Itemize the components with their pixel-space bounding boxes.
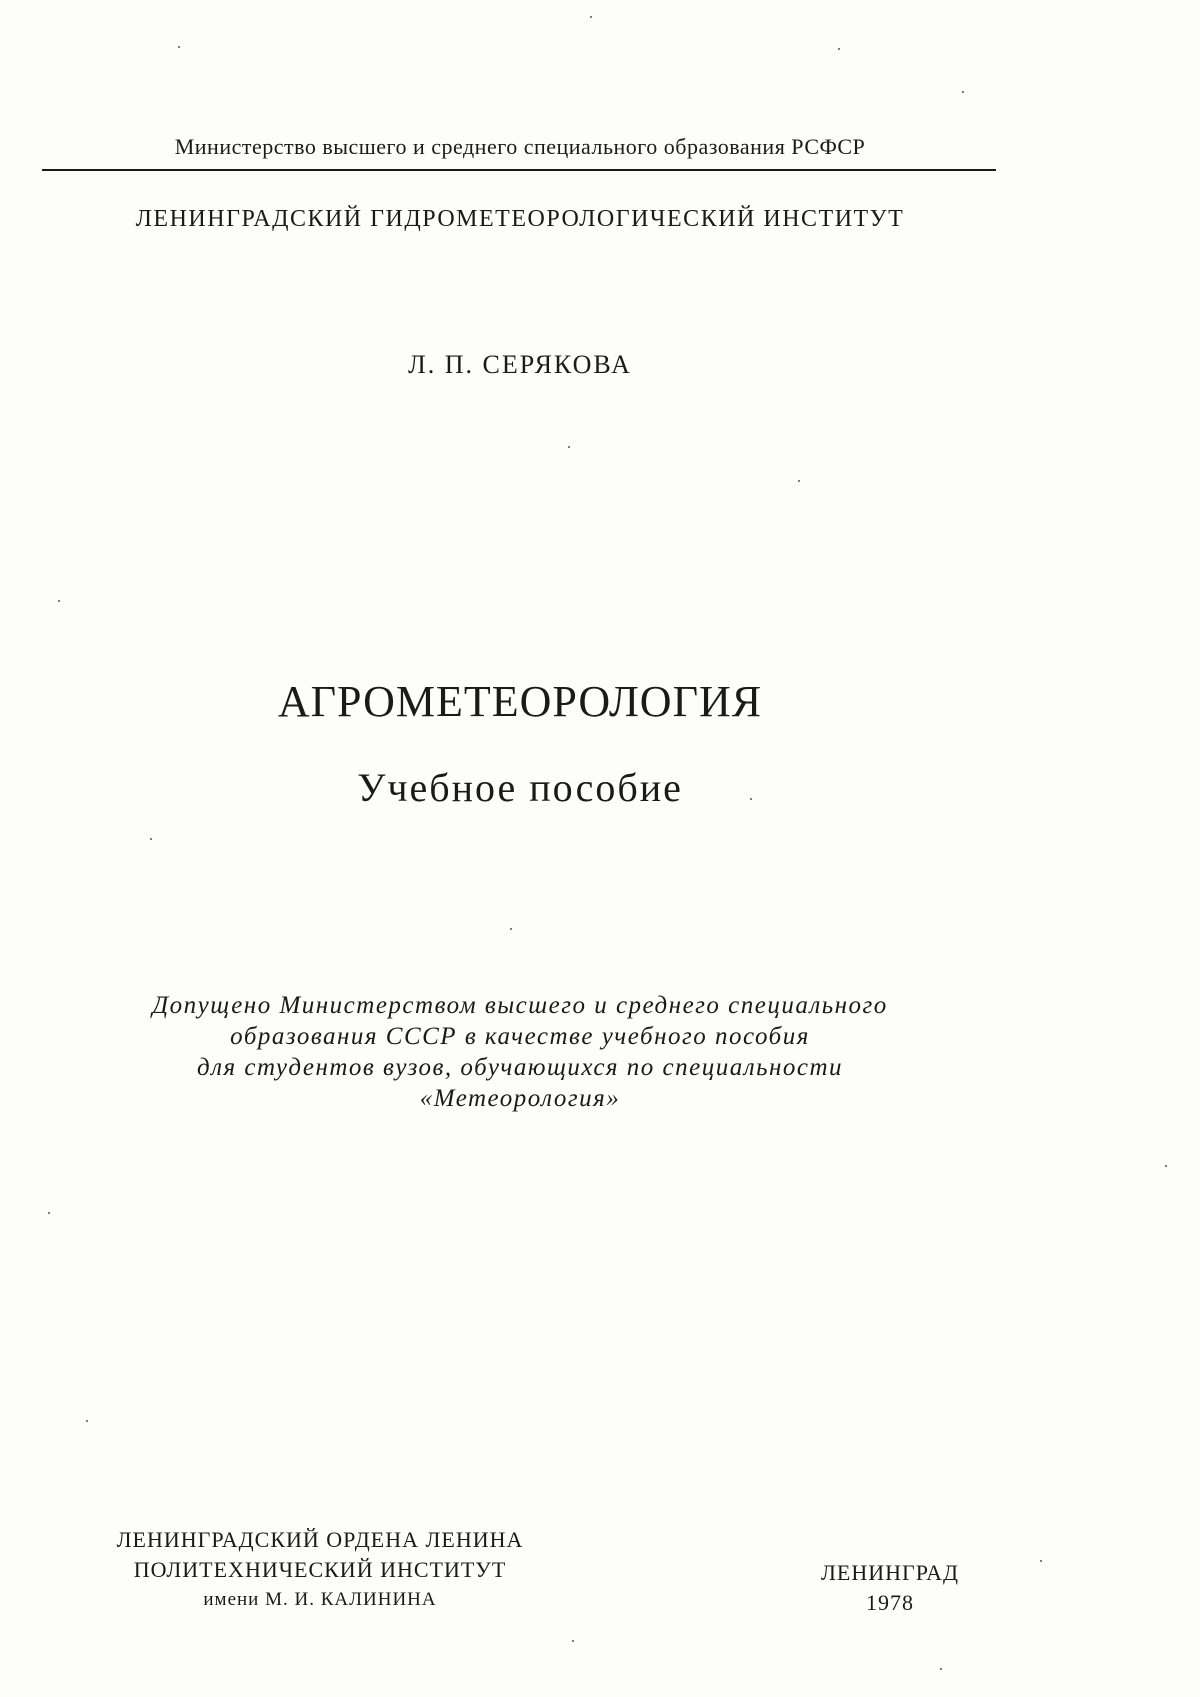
scan-speck: [178, 46, 180, 48]
header-rule: [42, 169, 996, 171]
scan-speck: [590, 16, 592, 18]
scan-speck: [58, 600, 60, 602]
scan-speck: [510, 928, 512, 930]
approval-line: образования СССР в качестве учебного пособия: [230, 1023, 810, 1050]
author-name: Л. П. СЕРЯКОВА: [408, 350, 632, 379]
approval-line: для студентов вузов, обучающихся по специальности: [196, 1054, 844, 1081]
scan-speck: [838, 48, 840, 50]
scan-speck: [572, 1640, 574, 1642]
scan-speck: [1165, 1165, 1167, 1167]
scan-speck: [940, 1668, 942, 1670]
scan-speck: [962, 91, 964, 93]
imprint-city: ЛЕНИНГРАД: [820, 1560, 960, 1585]
scan-speck: [48, 1212, 50, 1214]
publisher-line: ПОЛИТЕХНИЧЕСКИЙ ИНСТИТУТ: [133, 1557, 507, 1582]
publisher-line: имени М. И. КАЛИНИНА: [203, 1589, 437, 1610]
book-subtitle: Учебное пособие: [357, 765, 683, 810]
imprint-year: 1978: [866, 1590, 914, 1615]
scan-speck: [568, 446, 570, 448]
approval-line: Допущено Министерством высшего и среднего специального: [152, 992, 888, 1019]
scan-speck: [86, 1420, 88, 1422]
scan-speck: [150, 838, 152, 840]
scan-speck: [750, 798, 752, 800]
imprint-block: [790, 1558, 990, 1618]
scan-speck: [1040, 1560, 1042, 1562]
ministry-line: Министерство высшего и среднего специального образования РСФСР: [174, 134, 866, 159]
approval-line: «Метеорология»: [419, 1085, 621, 1112]
book-title: АГРОМЕТЕОРОЛОГИЯ: [277, 677, 763, 726]
approval-statement: [60, 990, 980, 1114]
publisher-block: [40, 1525, 600, 1615]
scan-speck: [798, 480, 800, 482]
publisher-line: ЛЕНИНГРАДСКИЙ ОРДЕНА ЛЕНИНА: [116, 1527, 524, 1552]
institute-name: ЛЕНИНГРАДСКИЙ ГИДРОМЕТЕОРОЛОГИЧЕСКИЙ ИНСТИТУТ: [135, 206, 905, 232]
